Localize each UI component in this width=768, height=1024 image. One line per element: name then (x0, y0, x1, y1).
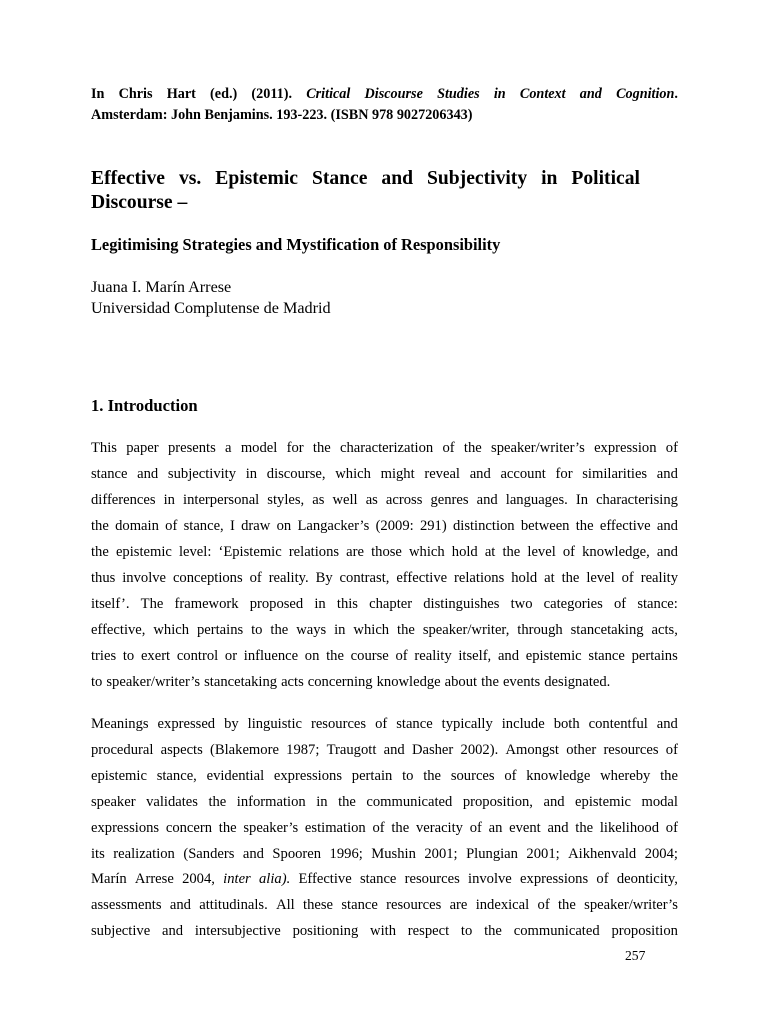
citation-title-word: Discourse (364, 86, 423, 102)
body-word: hold (511, 570, 538, 586)
body-word: expressions (520, 871, 589, 888)
citation-word: (ed.) (210, 86, 238, 102)
body-word: reveal (424, 466, 460, 482)
body-word: as (365, 492, 378, 508)
body-word: categories (543, 596, 603, 612)
body-word: reality. (268, 570, 309, 586)
body-word: distinguishes (423, 596, 500, 612)
citation-title-word: Context (519, 86, 566, 102)
body-word: or (224, 648, 238, 664)
body-word: stance, (156, 767, 197, 784)
body-word: and (656, 544, 678, 560)
paper-subtitle: Legitimising Strategies and Mystification of Responsibility (91, 235, 501, 254)
body-word: framework (174, 596, 239, 612)
page-number: 257 (625, 948, 646, 963)
body-word: at (484, 544, 496, 560)
body-word: to (460, 923, 473, 940)
body-word: designated. (544, 674, 611, 690)
body-word: are (346, 544, 364, 560)
text-line (91, 518, 678, 535)
body-word: sources (450, 767, 495, 784)
body-word: level: (178, 544, 212, 560)
body-word: speaker’s (243, 819, 299, 836)
body-word: and (383, 741, 405, 758)
body-word: of (562, 544, 576, 560)
body-word: and (469, 466, 491, 482)
text-line (91, 871, 678, 888)
body-word: of (395, 648, 408, 664)
body-word: with (370, 923, 396, 940)
text-line (91, 846, 678, 863)
body-word: might (380, 466, 415, 482)
body-word: and (656, 466, 678, 482)
body-word: stance (588, 648, 625, 664)
body-word: validates (146, 793, 198, 810)
citation-punctuation: . (674, 86, 678, 102)
body-word: other (566, 741, 597, 758)
body-word: those (371, 544, 402, 560)
body-word: course (350, 648, 389, 664)
body-word: Meanings (91, 716, 149, 732)
body-word: (Sanders (183, 845, 235, 862)
section-heading: 1. Introduction (91, 396, 198, 415)
body-word: I (229, 518, 235, 534)
body-word: realization (113, 845, 175, 862)
body-word: as (312, 492, 325, 508)
body-word: tries (91, 648, 117, 664)
body-word: the (91, 544, 109, 560)
text-line (91, 820, 678, 837)
body-word: resources (404, 871, 460, 888)
body-word: alia). (259, 871, 291, 888)
body-word: deonticity, (616, 871, 678, 888)
body-word: likelihood (599, 819, 660, 836)
body-word: and (543, 793, 565, 810)
body-word: speaker/writer’s (584, 897, 678, 914)
body-word: both (553, 716, 580, 732)
body-word: Plungian (466, 845, 518, 862)
body-word: stance, (183, 518, 224, 534)
body-word: expression (594, 440, 657, 456)
body-word: pertains (196, 622, 244, 638)
text-line (91, 742, 678, 759)
text-line (91, 897, 678, 914)
body-word: distinction (452, 518, 515, 534)
citation (91, 84, 678, 126)
body-word: Amongst (505, 741, 559, 758)
body-word: events (502, 674, 541, 690)
body-word: similarities (582, 466, 648, 482)
body-word: resources (310, 716, 367, 732)
body-word: draw (241, 518, 271, 534)
body-word: concerning (307, 674, 373, 690)
body-word: respect (407, 923, 450, 940)
body-word: of (469, 819, 482, 836)
body-word: and (169, 897, 191, 914)
body-word: modal (641, 793, 678, 810)
body-word: involve (122, 570, 167, 586)
body-word: Langacker’s (297, 518, 370, 534)
body-word: Marín (91, 871, 127, 888)
body-word: characterization (340, 440, 434, 456)
citation-word: (2011). (251, 86, 293, 102)
body-word: Effective (298, 871, 352, 888)
body-word: account (500, 466, 546, 482)
author-block (91, 277, 331, 319)
body-word: concern (165, 819, 213, 836)
body-word: knowledge (526, 767, 591, 784)
paper-title-line-2: Discourse – (91, 192, 188, 213)
text-line (91, 674, 678, 691)
body-word: languages. (505, 492, 568, 508)
body-word: this (336, 596, 358, 612)
body-word: the (575, 518, 594, 534)
body-word: which (335, 466, 371, 482)
body-word: presents (167, 440, 216, 456)
body-word: in (163, 492, 175, 508)
body-word: veracity (415, 819, 463, 836)
body-word: to (251, 622, 263, 638)
body-word: and (161, 923, 184, 940)
body-word: the (270, 622, 289, 638)
body-word: in (245, 466, 258, 482)
body-word: exert (140, 648, 171, 664)
body-word: are (449, 897, 468, 914)
title-word: Effective (91, 168, 165, 189)
body-word: stancetaking (204, 674, 278, 690)
body-word: In (575, 492, 589, 508)
body-word: and (137, 466, 159, 482)
body-word: the (218, 819, 237, 836)
text-line (91, 794, 678, 811)
citation-word: Hart (166, 86, 196, 102)
body-word: estimation (304, 819, 366, 836)
body-word: which (409, 544, 445, 560)
body-word: at (544, 570, 555, 586)
citation-line-1 (91, 84, 678, 105)
title-word: Subjectivity (426, 168, 528, 189)
body-word: contentful (588, 716, 648, 732)
text-line (91, 648, 678, 665)
body-word: proposed (249, 596, 304, 612)
body-word: the (561, 570, 580, 586)
body-word: discourse, (266, 466, 326, 482)
body-word: an (488, 819, 503, 836)
body-word: on (304, 648, 320, 664)
body-word: the (338, 793, 356, 810)
body-word: control (176, 648, 219, 664)
body-word: in (334, 622, 346, 638)
body-word: level (586, 570, 615, 586)
body-word: of (372, 819, 385, 836)
body-word: involve (468, 871, 512, 888)
body-word: epistemic (115, 544, 172, 560)
body-word: of (442, 440, 455, 456)
body-word: characterising (596, 492, 678, 508)
paper-title (91, 167, 651, 215)
body-word: the (502, 544, 521, 560)
body-word: the (312, 440, 331, 456)
body-word: in (314, 596, 326, 612)
body-word: pertain (351, 767, 393, 784)
body-word: to (122, 648, 135, 664)
title-word: and (381, 168, 414, 189)
body-word: of (165, 518, 178, 534)
body-word: of (665, 440, 678, 456)
body-word: for (555, 466, 573, 482)
body-word: pertains (631, 648, 678, 664)
body-word: of (375, 716, 388, 732)
body-word: level (527, 544, 556, 560)
body-word: speaker/writer’s (491, 440, 585, 456)
body-word: Arrese (134, 871, 174, 888)
body-word: which (153, 622, 190, 638)
body-word: genres (430, 492, 469, 508)
body-word: the (423, 767, 442, 784)
body-word: stance (359, 871, 397, 888)
body-word: whereby (600, 767, 651, 784)
text-line (91, 492, 678, 509)
body-word: hold (451, 544, 478, 560)
body-word: evidential (206, 767, 265, 784)
body-word: through (517, 622, 563, 638)
body-word: 2004; (644, 845, 678, 862)
body-word: in (316, 793, 328, 810)
body-word: expressions (273, 767, 343, 784)
body-word: expressions (91, 819, 160, 836)
body-word: of (613, 596, 627, 612)
title-word: Stance (311, 168, 368, 189)
body-word: of (537, 897, 550, 914)
body-word: ways (296, 622, 327, 638)
body-word: intersubjective (194, 923, 281, 940)
body-word: and (656, 716, 678, 732)
body-word: the (660, 767, 678, 784)
body-word: linguistic (247, 716, 302, 732)
body-word: relations (288, 544, 340, 560)
body-word: All (276, 897, 295, 914)
body-word: which (353, 622, 390, 638)
title-word: Political (571, 168, 640, 189)
body-word: and (242, 845, 264, 862)
body-word: aspects (160, 741, 203, 758)
body-word: information (236, 793, 306, 810)
body-word: across (385, 492, 423, 508)
body-word: of (596, 871, 609, 888)
text-line (91, 768, 678, 785)
body-word: acts, (651, 622, 678, 638)
body-word: the (397, 622, 415, 638)
body-word: well (332, 492, 358, 508)
body-word: knowledge, (582, 544, 650, 560)
body-word: reality (414, 648, 452, 664)
body-word: itself, (458, 648, 492, 664)
body-word: effective (599, 518, 651, 534)
body-word: styles, (267, 492, 305, 508)
text-line (91, 544, 678, 561)
text-line (91, 570, 678, 587)
body-word: reality (640, 570, 678, 586)
body-word: communicated (366, 793, 453, 810)
body-word: epistemic (525, 648, 582, 664)
body-word: itself’. (91, 596, 130, 612)
body-word: differences (91, 492, 156, 508)
text-line (91, 440, 678, 457)
body-word: 1987; (286, 741, 320, 758)
body-word: (2009: (375, 518, 414, 534)
body-word: 2001; (424, 845, 458, 862)
body-word: 1996; (329, 845, 363, 862)
body-word: the (391, 819, 410, 836)
body-word: the (91, 518, 109, 534)
body-word: domain (115, 518, 159, 534)
body-word: proposition (611, 923, 678, 940)
citation-title-word: Cognition. (616, 86, 678, 102)
body-word: two (510, 596, 533, 612)
body-word: knowledge (376, 674, 441, 690)
body-word: (Blakemore (210, 741, 279, 758)
paper-title-line-1 (91, 167, 640, 191)
body-word: the (558, 897, 576, 914)
text-line (91, 923, 678, 940)
body-word: By (315, 570, 333, 586)
body-word: to (402, 767, 414, 784)
body-word: proposition, (462, 793, 533, 810)
body-word: 2001; (526, 845, 560, 862)
body-word: these (303, 897, 334, 914)
citation-title-word: Critical (306, 86, 351, 102)
body-word: relations (454, 570, 505, 586)
citation-title-word: Studies (437, 86, 480, 102)
body-word: the (326, 648, 344, 664)
body-word: event (509, 819, 541, 836)
body-word: about (444, 674, 478, 690)
body-word: stance (341, 897, 378, 914)
body-word: and (547, 819, 569, 836)
body-word: Aikhenvald (568, 845, 637, 862)
body-word: inter (223, 871, 251, 888)
body-word: thus (91, 570, 116, 586)
text-line (91, 716, 678, 733)
citation-title-word: and (579, 86, 602, 102)
body-word: paper (126, 440, 159, 456)
body-word: to (91, 674, 103, 690)
title-word: vs. (178, 168, 202, 189)
body-word: between (520, 518, 570, 534)
text-line (91, 596, 678, 613)
body-word: assessments (91, 897, 162, 914)
body-word: include (501, 716, 545, 732)
body-word: 291) (419, 518, 447, 534)
body-word: epistemic (91, 767, 147, 784)
body-word: Mushin (371, 845, 416, 862)
body-word: epistemic (575, 793, 631, 810)
body-word: of (665, 741, 678, 758)
author-affiliation: Universidad Complutense de Madrid (91, 299, 331, 317)
body-word: by (224, 716, 239, 732)
body-word: resources (603, 741, 659, 758)
body-word: resources (386, 897, 442, 914)
body-word: of (621, 570, 634, 586)
body-word: ‘Epistemic (218, 544, 282, 560)
body-word: subjectivity (167, 466, 237, 482)
body-word: the (481, 674, 499, 690)
body-word: on (276, 518, 292, 534)
body-word: interpersonal (183, 492, 260, 508)
body-word: speaker/writer, (422, 622, 510, 638)
body-word: stance (396, 716, 433, 732)
body-word: its (91, 845, 105, 862)
body-word: 2002). (460, 741, 499, 758)
body-word: Dasher (411, 741, 454, 758)
body-word: speaker (91, 793, 136, 810)
citation-word: Chris (118, 86, 153, 102)
body-word: 2004, (182, 871, 215, 888)
body-word: Spooren (272, 845, 322, 862)
body-word: effective, (91, 622, 146, 638)
body-word: for (286, 440, 304, 456)
body-word: Traugott (326, 741, 377, 758)
body-word: the (208, 793, 227, 810)
body-word: of (504, 767, 517, 784)
body-word: procedural (91, 741, 154, 758)
body-word: effective (396, 570, 448, 586)
body-word: conceptions (172, 570, 243, 586)
body-word: communicated (513, 923, 600, 940)
citation-title-word: in (493, 86, 506, 102)
citation-word: In (91, 86, 105, 102)
body-word: positioning (292, 923, 359, 940)
text-line (91, 466, 678, 483)
body-word: stance: (637, 596, 678, 612)
body-word: of (665, 819, 678, 836)
title-word: Epistemic (215, 168, 298, 189)
body-word: of (249, 570, 262, 586)
body-word: and (476, 492, 498, 508)
body-word: the (463, 440, 482, 456)
body-word: chapter (369, 596, 413, 612)
body-word: stancetaking (570, 622, 644, 638)
body-word: typically (441, 716, 493, 732)
body-word: model (240, 440, 278, 456)
body-word: expressed (157, 716, 216, 732)
body-word: a (225, 440, 232, 456)
body-word: speaker/writer’s (106, 674, 201, 690)
body-word: the (575, 819, 594, 836)
text-line (91, 622, 678, 639)
body-word: and (656, 518, 678, 534)
author-name: Juana I. Marín Arrese (91, 278, 232, 296)
body-word: contrast, (339, 570, 390, 586)
body-word: This (91, 440, 117, 456)
body-word: the (484, 923, 502, 940)
citation-line-2: Amsterdam: John Benjamins. 193-223. (ISBN 978 9027206343) (91, 107, 473, 123)
body-word: and (497, 648, 520, 664)
title-word: in (541, 168, 558, 189)
body-word: The (140, 596, 164, 612)
body-word: subjective (91, 923, 151, 940)
body-word: acts (281, 674, 304, 690)
body-word: attitudinals. (199, 897, 268, 914)
body-word: stance (91, 466, 128, 482)
body-word: indexical (475, 897, 530, 914)
body-word: influence (243, 648, 299, 664)
